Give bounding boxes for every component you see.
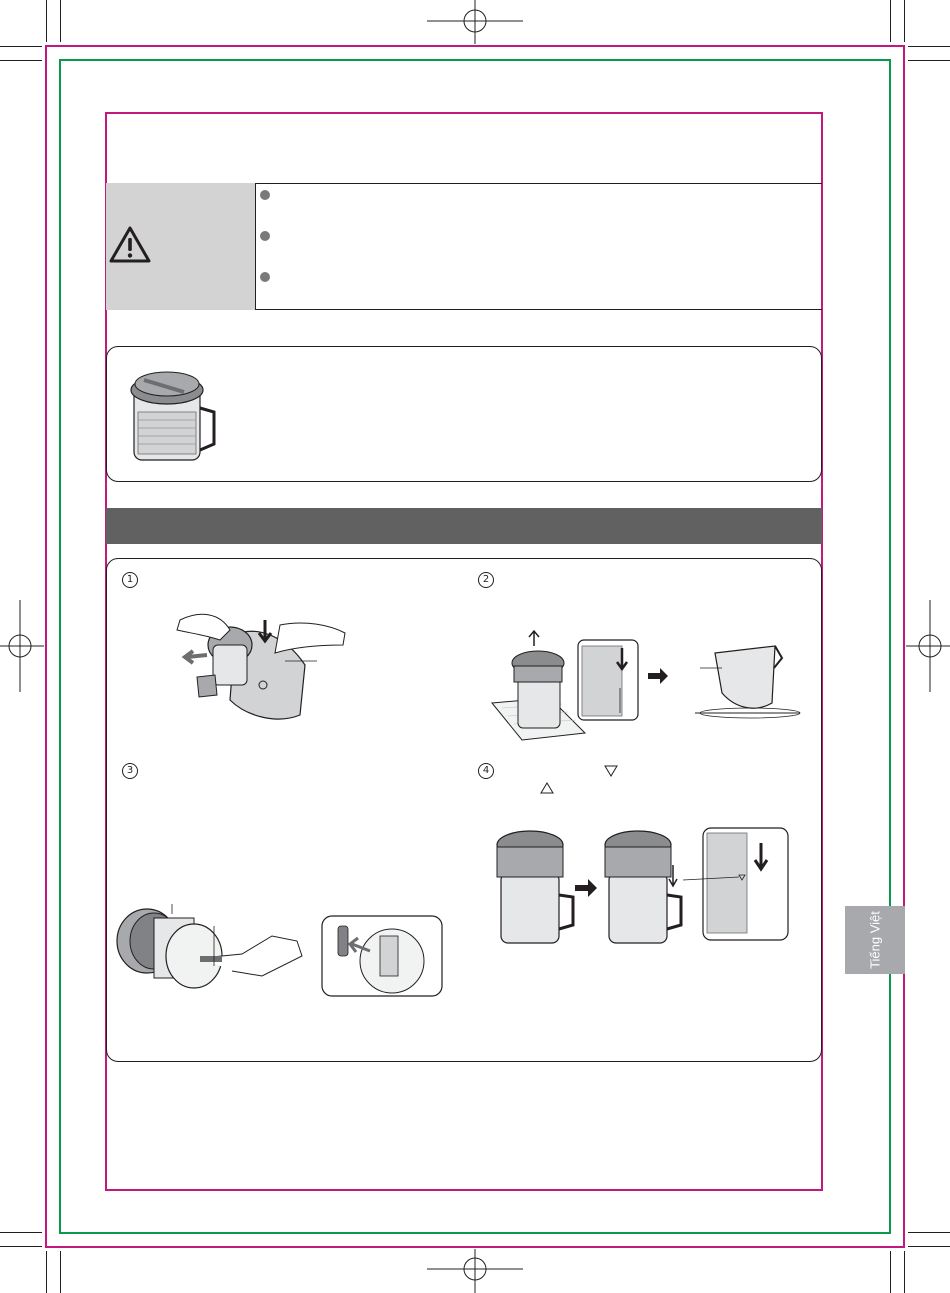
crosshair-registration-mark-icon: [427, 0, 523, 44]
triangle-down-mark-icon: [604, 765, 618, 777]
warning-bullet: [260, 231, 270, 241]
step1-remove-container-illustration: [175, 605, 350, 735]
step-number: 3: [122, 763, 138, 779]
warning-triangle-icon: [108, 225, 152, 265]
arrow-right-icon: [648, 668, 668, 684]
arrow-right-icon: [575, 879, 597, 897]
warning-bullet: [260, 272, 270, 282]
step3-clean-filter-illustration: [112, 896, 447, 1021]
warning-bullet: [260, 190, 270, 200]
crosshair-registration-mark-icon: [0, 600, 44, 692]
triangle-up-mark-icon: [540, 782, 554, 794]
section-header-bar: [106, 508, 822, 544]
crosshair-registration-mark-icon: [427, 1249, 523, 1293]
language-tab: [845, 906, 905, 974]
warning-label-panel: [106, 183, 256, 310]
dust-container-illustration: [124, 360, 220, 468]
crosshair-registration-mark-icon: [906, 600, 950, 692]
language-tab-label: Tiếng Việt: [867, 911, 883, 969]
step-number: 4: [478, 763, 494, 779]
step2-detach-and-empty-illustration: [490, 628, 810, 743]
step4-reattach-container-illustration: [493, 825, 793, 950]
step-number: 2: [478, 572, 494, 588]
step-number: 1: [122, 572, 138, 588]
